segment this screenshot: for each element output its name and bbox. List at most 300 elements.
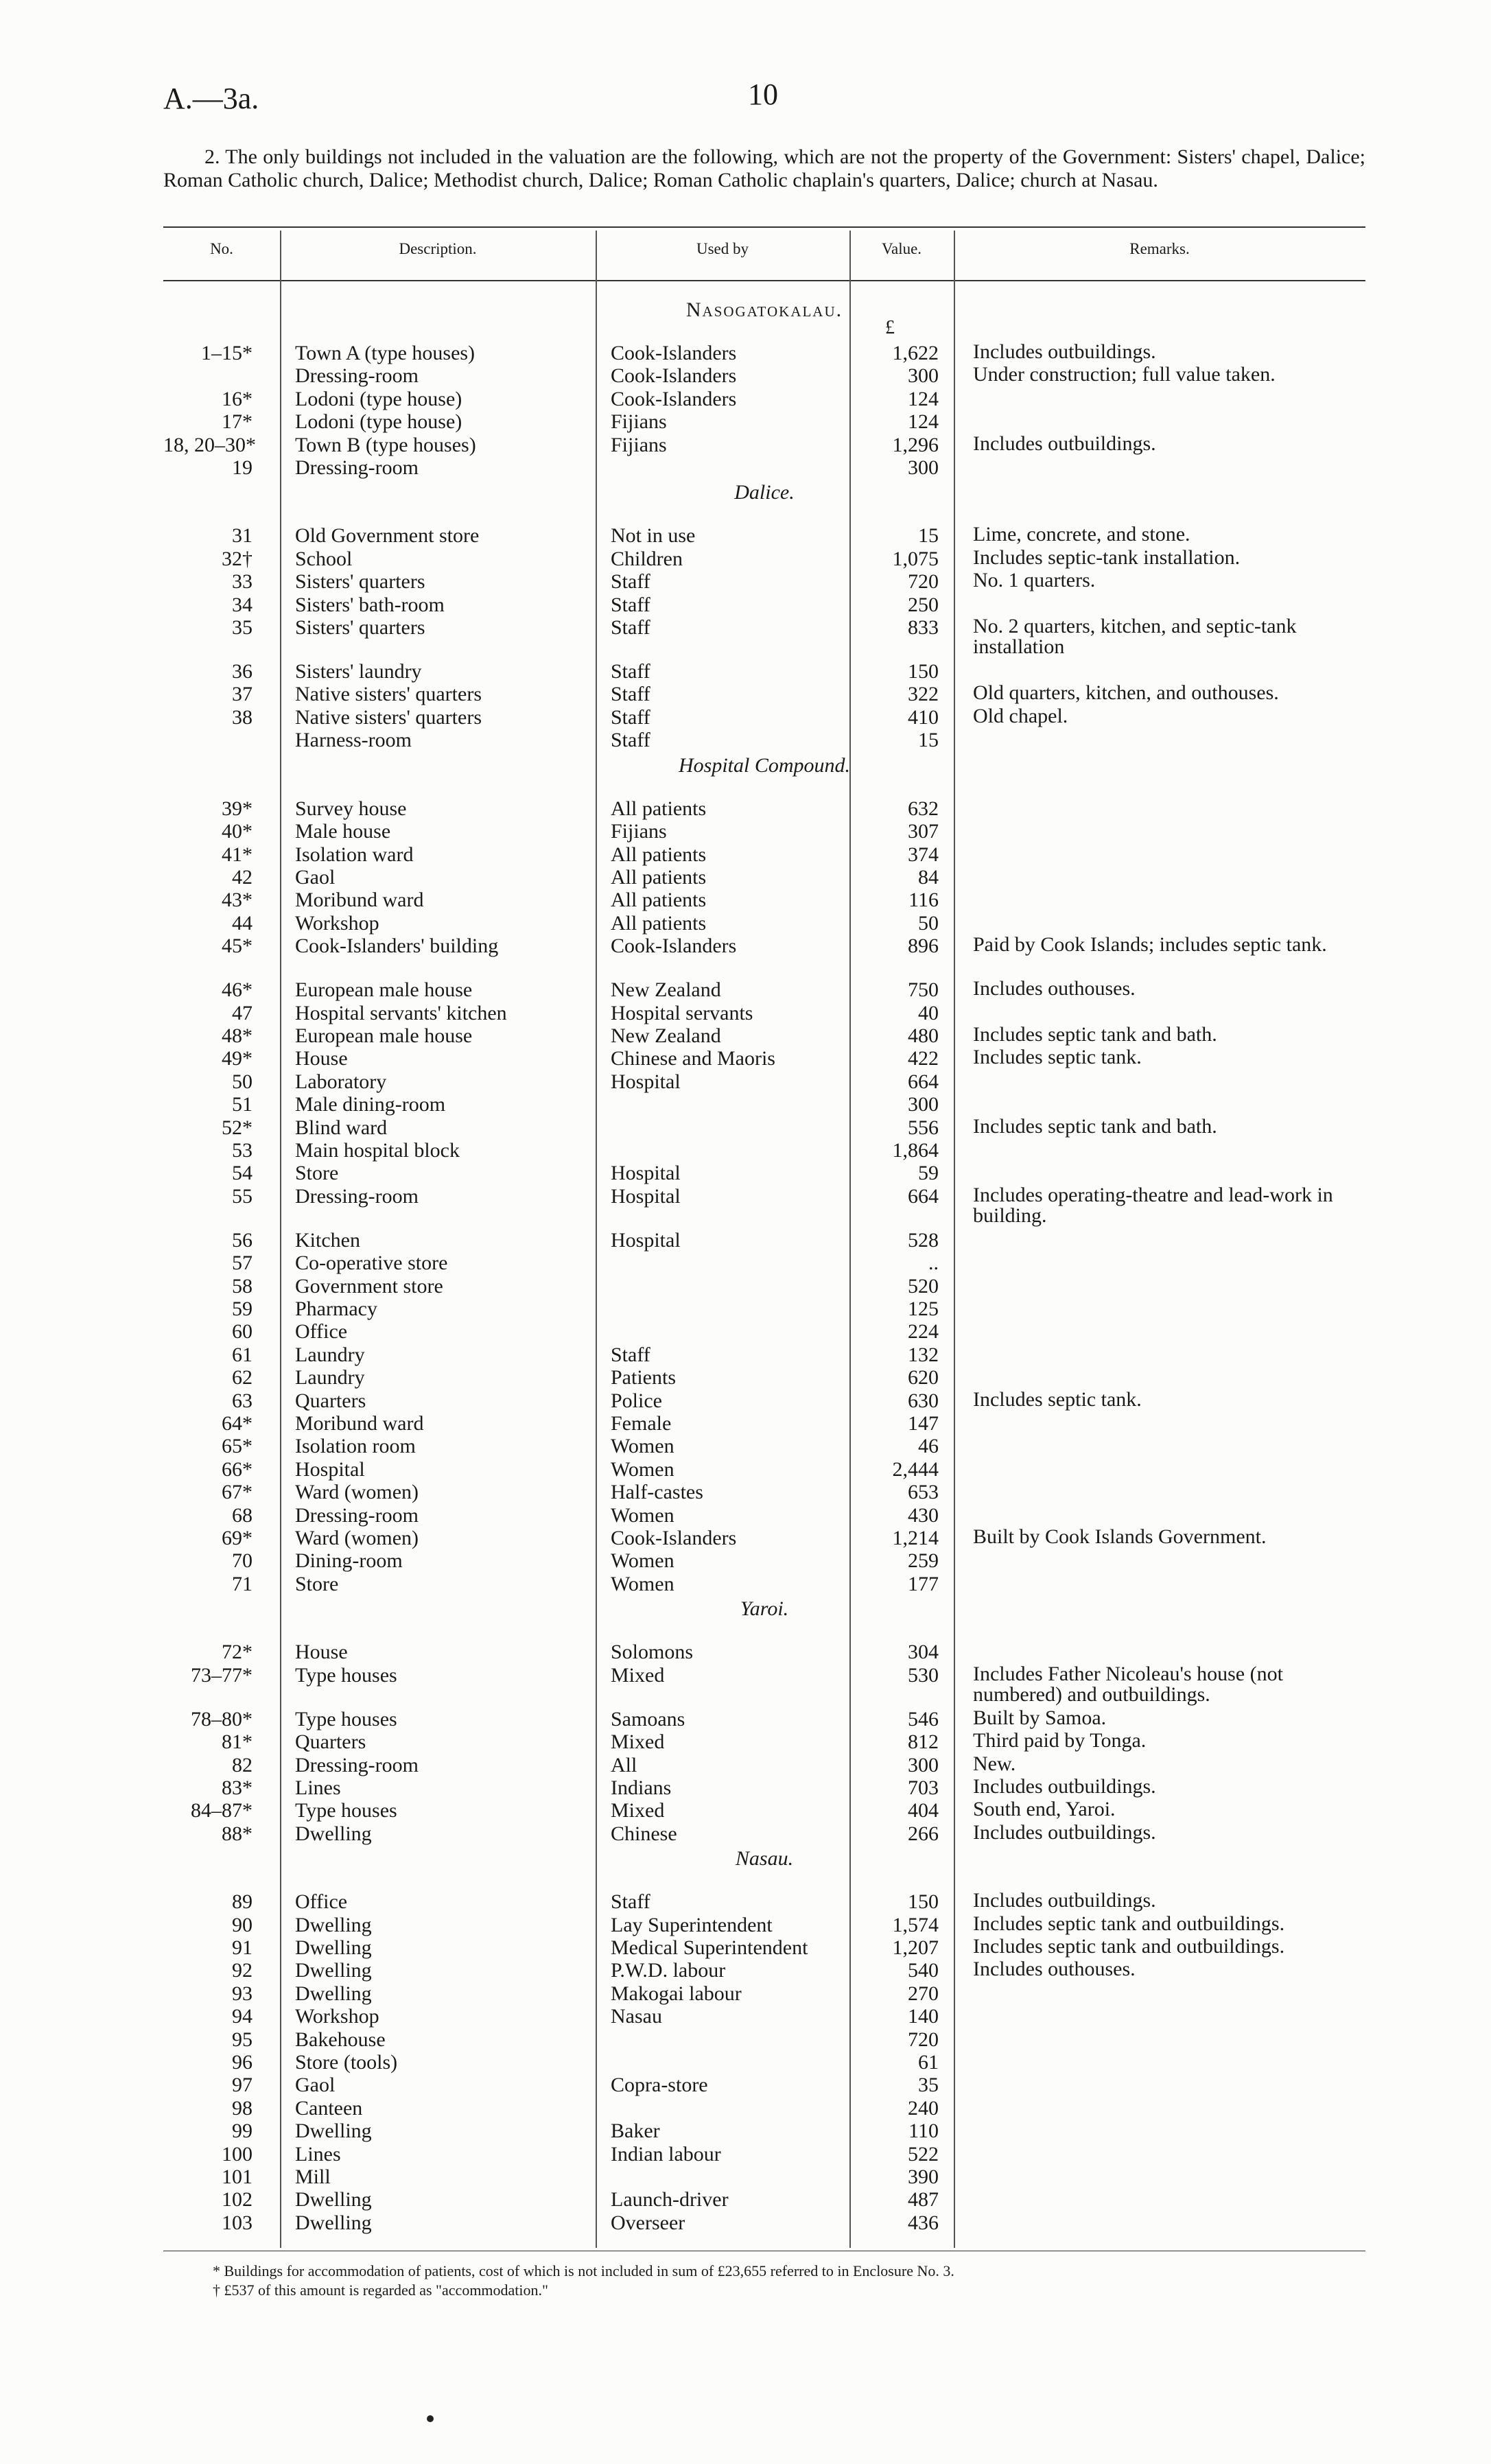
cell-item-number: 46* xyxy=(222,978,253,1002)
cell-value: 546 xyxy=(908,1707,939,1730)
table-row xyxy=(163,1914,1365,1936)
cell-remarks xyxy=(954,843,1365,866)
cell-value: 61 xyxy=(918,2050,939,2074)
cell-used-by xyxy=(596,1275,849,1298)
cell-value: 46 xyxy=(918,1435,939,1458)
cell-description: Ward (women) xyxy=(295,1481,419,1504)
cell-description: Sisters' bath-room xyxy=(295,593,445,616)
cell-value: 422 xyxy=(908,1047,939,1070)
cell-item-number: 37 xyxy=(232,683,253,706)
table-row xyxy=(163,342,1365,364)
cell-remarks xyxy=(954,729,1365,751)
cell-used-by: All patients xyxy=(611,889,707,912)
cell-remarks xyxy=(954,1435,1365,1457)
cell-value: 1,075 xyxy=(892,547,939,570)
cell-item-number: 42 xyxy=(232,865,253,889)
cell-remarks xyxy=(954,1229,1365,1252)
table-row xyxy=(163,1504,1365,1527)
cell-item-number: 93 xyxy=(232,1982,253,2005)
cell-description: Lines xyxy=(295,2142,341,2166)
cell-value: 540 xyxy=(908,1959,939,1982)
cell-description: Laboratory xyxy=(295,1070,387,1093)
cell-remarks: No. 2 quarters, kitchen, and septic-tank installation xyxy=(973,615,1297,659)
table-row xyxy=(163,683,1365,705)
cell-value: .. xyxy=(928,1252,939,1275)
cell-item-number: 69* xyxy=(222,1527,253,1550)
cell-used-by: Overseer xyxy=(611,2211,685,2234)
cell-remarks xyxy=(954,1641,1365,1663)
cell-item-number: 82 xyxy=(232,1753,253,1776)
table-row xyxy=(163,1093,1365,1116)
cell-value: 410 xyxy=(908,705,939,729)
cell-item-number: 96 xyxy=(232,2050,253,2074)
cell-value: 250 xyxy=(908,593,939,616)
cell-description: Dressing-room xyxy=(295,456,419,480)
cell-used-by: Fijians xyxy=(611,433,667,456)
cell-value: 132 xyxy=(908,1343,939,1366)
section-heading: Nasogatokalau. xyxy=(685,298,843,321)
cell-value: 300 xyxy=(908,1753,939,1776)
section-heading-row xyxy=(163,1845,1365,1890)
table-row xyxy=(163,434,1365,456)
cell-value: 177 xyxy=(908,1572,939,1595)
cell-description: Moribund ward xyxy=(295,889,424,912)
column-header-remarks: Remarks. xyxy=(1129,240,1190,257)
cell-item-number: 58 xyxy=(232,1274,253,1298)
cell-value: 522 xyxy=(908,2142,939,2166)
cell-item-number: 35 xyxy=(232,616,253,640)
table-row xyxy=(163,1890,1365,1913)
cell-used-by: All patients xyxy=(611,843,707,866)
cell-description: Town A (type houses) xyxy=(295,342,476,364)
cell-description: Kitchen xyxy=(295,1228,360,1252)
cell-value: 520 xyxy=(908,1274,939,1298)
cell-item-number: 99 xyxy=(232,2120,253,2143)
cell-used-by: Hospital xyxy=(611,1184,681,1208)
cell-used-by: Staff xyxy=(611,616,650,640)
cell-description: Male house xyxy=(295,820,391,843)
cell-value: 528 xyxy=(908,1228,939,1252)
cell-description: Canteen xyxy=(295,2096,363,2120)
cell-description: Isolation room xyxy=(295,1435,416,1458)
currency-symbol: £ xyxy=(885,317,895,338)
cell-value: 620 xyxy=(908,1366,939,1389)
cell-remarks: Includes septic tank and bath. xyxy=(973,1022,1217,1046)
cell-item-number: 63 xyxy=(232,1389,253,1412)
cell-value: 1,296 xyxy=(892,433,939,456)
cell-remarks xyxy=(954,1139,1365,1162)
cell-value: 750 xyxy=(908,978,939,1002)
cell-used-by: Police xyxy=(611,1389,662,1412)
cell-value: 404 xyxy=(908,1799,939,1822)
cell-description: Hospital servants' kitchen xyxy=(295,1001,507,1024)
table-row xyxy=(163,1549,1365,1572)
section-heading-row xyxy=(163,296,1365,342)
table-row xyxy=(163,706,1365,729)
cell-used-by: Indians xyxy=(611,1776,672,1799)
table-row xyxy=(163,570,1365,593)
cell-value: 812 xyxy=(908,1730,939,1754)
cell-description: Old Government store xyxy=(295,524,480,548)
cell-remarks: Paid by Cook Islands; includes septic tank. xyxy=(973,933,1327,957)
cell-description: Dwelling xyxy=(295,2211,372,2234)
table-row xyxy=(163,1959,1365,1982)
cell-value: 1,864 xyxy=(892,1138,939,1162)
cell-item-number: 32† xyxy=(222,547,253,570)
cell-remarks xyxy=(954,456,1365,479)
cell-description: Male dining-room xyxy=(295,1093,446,1116)
cell-used-by: Indian labour xyxy=(611,2142,721,2166)
table-row xyxy=(163,2051,1365,2074)
cell-used-by: Chinese xyxy=(611,1822,677,1845)
cell-description: School xyxy=(295,547,353,570)
footnotes xyxy=(213,2262,954,2300)
cell-remarks: Includes outhouses. xyxy=(973,977,1136,1000)
cell-value: 300 xyxy=(908,364,939,388)
cell-remarks xyxy=(954,1162,1365,1184)
cell-remarks xyxy=(954,410,1365,433)
cell-description: Quarters xyxy=(295,1730,366,1754)
cell-item-number: 56 xyxy=(232,1228,253,1252)
cell-description: Sisters' quarters xyxy=(295,616,425,640)
cell-remarks xyxy=(954,2120,1365,2142)
cell-remarks xyxy=(954,2005,1365,2028)
cell-description: Workshop xyxy=(295,2005,379,2028)
cell-used-by: Staff xyxy=(611,705,650,729)
cell-description: Store xyxy=(295,1572,339,1595)
table-row xyxy=(163,1481,1365,1503)
cell-remarks xyxy=(954,2051,1365,2074)
table-row xyxy=(163,1320,1365,1343)
table-row xyxy=(163,1344,1365,1366)
cell-remarks: Lime, concrete, and stone. xyxy=(973,523,1190,546)
cell-item-number: 92 xyxy=(232,1959,253,1982)
cell-item-number: 97 xyxy=(232,2074,253,2097)
cell-item-number: 43* xyxy=(222,889,253,912)
cell-item-number: 90 xyxy=(232,1913,253,1936)
cell-description: Lines xyxy=(295,1776,341,1799)
column-header-used-by: Used by xyxy=(696,240,749,257)
cell-item-number: 83* xyxy=(222,1776,253,1799)
cell-used-by: Lay Superintendent xyxy=(611,1913,773,1936)
cell-value: 1,574 xyxy=(892,1913,939,1936)
cell-used-by: Hospital xyxy=(611,1228,681,1252)
cell-used-by xyxy=(596,1252,849,1274)
cell-value: 1,214 xyxy=(892,1527,939,1550)
table-row xyxy=(163,1298,1365,1320)
cell-item-number: 61 xyxy=(232,1343,253,1366)
table-row xyxy=(163,1730,1365,1753)
cell-item-number: 50 xyxy=(232,1070,253,1093)
cell-used-by xyxy=(596,2166,849,2188)
footnote: * Buildings for accommodation of patients, cost of which is not included in sum of £23,655 referred to in Enclosure No. 3. xyxy=(213,2262,954,2279)
cell-used-by: Staff xyxy=(611,729,650,752)
cell-used-by xyxy=(596,1298,849,1320)
table-row xyxy=(163,1527,1365,1549)
table-row xyxy=(163,1229,1365,1252)
cell-description: Native sisters' quarters xyxy=(295,683,482,706)
table-row xyxy=(163,1822,1365,1845)
cell-item-number: 41* xyxy=(222,843,253,866)
cell-item-number: 88* xyxy=(222,1822,253,1845)
cell-description: Office xyxy=(295,1890,348,1914)
cell-remarks: Old quarters, kitchen, and outhouses. xyxy=(973,681,1279,705)
cell-value: 720 xyxy=(908,2028,939,2051)
cell-remarks xyxy=(954,1982,1365,2005)
cell-description: Dwelling xyxy=(295,2188,372,2211)
cell-value: 664 xyxy=(908,1184,939,1208)
table-row xyxy=(163,2120,1365,2142)
cell-used-by: Fijians xyxy=(611,410,667,434)
table-row xyxy=(163,2166,1365,2188)
cell-item-number: 38 xyxy=(232,705,253,729)
cell-value: 270 xyxy=(908,1982,939,2005)
table-row xyxy=(163,1024,1365,1047)
cell-value: 147 xyxy=(908,1412,939,1435)
cell-description: Sisters' laundry xyxy=(295,660,422,683)
cell-remarks: Includes septic tank and outbuildings. xyxy=(973,1912,1285,1935)
cell-value: 703 xyxy=(908,1776,939,1799)
cell-value: 896 xyxy=(908,935,939,958)
table-row xyxy=(163,1982,1365,2005)
cell-remarks: Built by Cook Islands Government. xyxy=(973,1525,1267,1549)
table-row xyxy=(163,1139,1365,1162)
section-heading: Dalice. xyxy=(734,481,795,504)
cell-used-by: Half-castes xyxy=(611,1481,703,1504)
cell-description: House xyxy=(295,1641,348,1664)
cell-value: 240 xyxy=(908,2096,939,2120)
cell-remarks xyxy=(954,1093,1365,1116)
cell-used-by: Staff xyxy=(611,683,650,706)
section-heading-row xyxy=(163,752,1365,797)
table-row xyxy=(163,1366,1365,1389)
table-row xyxy=(163,889,1365,911)
cell-used-by: All patients xyxy=(611,865,707,889)
cell-remarks xyxy=(954,2166,1365,2188)
cell-description: European male house xyxy=(295,1024,473,1047)
cell-remarks xyxy=(954,797,1365,820)
cell-description: Dwelling xyxy=(295,2120,372,2143)
cell-used-by: All xyxy=(611,1753,637,1776)
table-row xyxy=(163,1252,1365,1274)
cell-used-by: Staff xyxy=(611,593,650,616)
cell-remarks: Includes septic tank and bath. xyxy=(973,1114,1217,1138)
section-heading: Nasau. xyxy=(735,1847,794,1870)
cell-description: Survey house xyxy=(295,797,407,820)
cell-used-by xyxy=(596,1093,849,1116)
cell-remarks: Includes septic tank. xyxy=(973,1387,1142,1411)
column-header-description: Description. xyxy=(399,240,477,257)
cell-used-by: Mixed xyxy=(611,1799,665,1822)
cell-remarks xyxy=(954,1275,1365,1298)
table-row xyxy=(163,2211,1365,2234)
cell-remarks: Built by Samoa. xyxy=(973,1706,1107,1729)
cell-description: Dressing-room xyxy=(295,364,419,388)
section-heading: Hospital Compound. xyxy=(678,753,851,777)
cell-description: Dwelling xyxy=(295,1982,372,2005)
cell-used-by: Copra-store xyxy=(611,2074,708,2097)
cell-used-by: Female xyxy=(611,1412,672,1435)
cell-value: 300 xyxy=(908,456,939,480)
cell-used-by: P.W.D. labour xyxy=(611,1959,726,1982)
cell-value: 124 xyxy=(908,387,939,410)
cell-description: Dining-room xyxy=(295,1549,403,1573)
cell-description: Quarters xyxy=(295,1389,366,1412)
cell-used-by: Children xyxy=(611,547,683,570)
cell-value: 124 xyxy=(908,410,939,434)
cell-used-by xyxy=(596,2028,849,2051)
cell-remarks xyxy=(954,2028,1365,2051)
cell-item-number: 39* xyxy=(222,797,253,820)
table-row xyxy=(163,797,1365,820)
table-row xyxy=(163,1002,1365,1024)
cell-item-number: 101 xyxy=(222,2166,253,2188)
cell-item-number: 52* xyxy=(222,1116,253,1139)
table-row xyxy=(163,616,1365,660)
cell-remarks xyxy=(954,912,1365,935)
table-row xyxy=(163,660,1365,683)
cell-item-number: 95 xyxy=(232,2028,253,2051)
page-number: 10 xyxy=(748,78,778,111)
table-row xyxy=(163,1116,1365,1139)
cell-item-number: 44 xyxy=(232,911,253,935)
cell-remarks xyxy=(954,2074,1365,2096)
cell-value: 480 xyxy=(908,1024,939,1047)
table-row xyxy=(163,1936,1365,1959)
cell-value: 304 xyxy=(908,1641,939,1664)
cell-value: 720 xyxy=(908,570,939,594)
cell-description: Office xyxy=(295,1320,348,1344)
cell-remarks: No. 1 quarters. xyxy=(973,569,1096,592)
cell-description: Hospital xyxy=(295,1457,365,1481)
table-row xyxy=(163,1799,1365,1822)
table-row xyxy=(163,935,1365,978)
cell-value: 664 xyxy=(908,1070,939,1093)
cell-description: Dressing-room xyxy=(295,1503,419,1527)
table-row xyxy=(163,1070,1365,1093)
cell-description: Town B (type houses) xyxy=(295,433,476,456)
cell-used-by: Mixed xyxy=(611,1663,665,1687)
cell-remarks xyxy=(954,594,1365,616)
cell-value: 40 xyxy=(918,1001,939,1024)
cell-used-by xyxy=(596,1116,849,1139)
table-row xyxy=(163,1641,1365,1663)
cell-description: Store xyxy=(295,1162,339,1185)
cell-value: 430 xyxy=(908,1503,939,1527)
cell-item-number: 1–15* xyxy=(201,342,253,364)
cell-description: Type houses xyxy=(295,1707,397,1730)
cell-used-by: Cook-Islanders xyxy=(611,387,737,410)
cell-used-by: Women xyxy=(611,1549,674,1573)
cell-remarks: Includes outhouses. xyxy=(973,1958,1136,1981)
cell-used-by: Solomons xyxy=(611,1641,694,1664)
cell-remarks xyxy=(954,1344,1365,1366)
cell-item-number: 17* xyxy=(222,410,253,434)
cell-value: 259 xyxy=(908,1549,939,1573)
cell-remarks xyxy=(954,2188,1365,2211)
table-row xyxy=(163,1573,1365,1595)
valuation-table xyxy=(163,296,1365,2234)
cell-description: Dressing-room xyxy=(295,1753,419,1776)
table-row xyxy=(163,456,1365,479)
cell-item-number: 57 xyxy=(232,1252,253,1275)
cell-remarks xyxy=(954,1002,1365,1024)
document-reference: A.—3a. xyxy=(163,82,259,115)
cell-used-by: Staff xyxy=(611,1343,650,1366)
cell-used-by: Nasau xyxy=(611,2005,662,2028)
cell-item-number: 64* xyxy=(222,1412,253,1435)
cell-description: Type houses xyxy=(295,1799,397,1822)
cell-remarks: Includes Father Nicoleau's house (not numbered) and outbuildings. xyxy=(973,1662,1283,1706)
table-row xyxy=(163,843,1365,866)
cell-item-number: 55 xyxy=(232,1184,253,1208)
cell-value: 224 xyxy=(908,1320,939,1344)
cell-value: 653 xyxy=(908,1481,939,1504)
table-row xyxy=(163,2005,1365,2028)
cell-remarks xyxy=(954,1366,1365,1389)
cell-item-number: 66* xyxy=(222,1457,253,1481)
cell-used-by: Women xyxy=(611,1435,674,1458)
cell-used-by: New Zealand xyxy=(611,1024,721,1047)
cell-used-by: Cook-Islanders xyxy=(611,342,737,364)
table-row xyxy=(163,820,1365,843)
cell-used-by: All patients xyxy=(611,911,707,935)
cell-item-number: 16* xyxy=(222,387,253,410)
cell-used-by: Mixed xyxy=(611,1730,665,1754)
cell-remarks: South end, Yaroi. xyxy=(973,1798,1116,1821)
cell-item-number: 47 xyxy=(232,1001,253,1024)
cell-used-by: Staff xyxy=(611,1890,650,1914)
cell-used-by: Women xyxy=(611,1457,674,1481)
cell-used-by xyxy=(596,1139,849,1162)
table-row xyxy=(163,912,1365,935)
cell-value: 630 xyxy=(908,1389,939,1412)
cell-item-number: 81* xyxy=(222,1730,253,1754)
cell-description: Gaol xyxy=(295,865,336,889)
cell-item-number: 98 xyxy=(232,2096,253,2120)
cell-item-number: 89 xyxy=(232,1890,253,1914)
cell-item-number: 19 xyxy=(232,456,253,480)
cell-used-by xyxy=(596,1320,849,1343)
cell-item-number: 73–77* xyxy=(191,1663,253,1687)
column-header-no: No. xyxy=(210,240,233,257)
cell-description: Mill xyxy=(295,2166,331,2188)
cell-remarks: Includes outbuildings. xyxy=(973,432,1156,455)
cell-value: 556 xyxy=(908,1116,939,1139)
table-row xyxy=(163,524,1365,547)
cell-item-number: 49* xyxy=(222,1047,253,1070)
cell-item-number: 91 xyxy=(232,1936,253,1959)
cell-value: 125 xyxy=(908,1298,939,1320)
table-row xyxy=(163,1412,1365,1435)
cell-description: Dwelling xyxy=(295,1936,372,1959)
cell-value: 530 xyxy=(908,1663,939,1687)
table-row xyxy=(163,1664,1365,1708)
cell-description: Lodoni (type house) xyxy=(295,387,462,410)
cell-remarks xyxy=(954,1412,1365,1435)
cell-remarks xyxy=(954,1070,1365,1093)
section-heading-row xyxy=(163,1595,1365,1641)
cell-item-number: 71 xyxy=(232,1572,253,1595)
cell-used-by: Patients xyxy=(611,1366,676,1389)
cell-used-by xyxy=(596,2097,849,2120)
table-row xyxy=(163,548,1365,570)
decorative-dot xyxy=(427,2415,434,2422)
cell-description: Gaol xyxy=(295,2074,336,2097)
cell-remarks: New. xyxy=(973,1752,1016,1775)
cell-value: 116 xyxy=(908,889,939,912)
cell-remarks xyxy=(954,820,1365,843)
